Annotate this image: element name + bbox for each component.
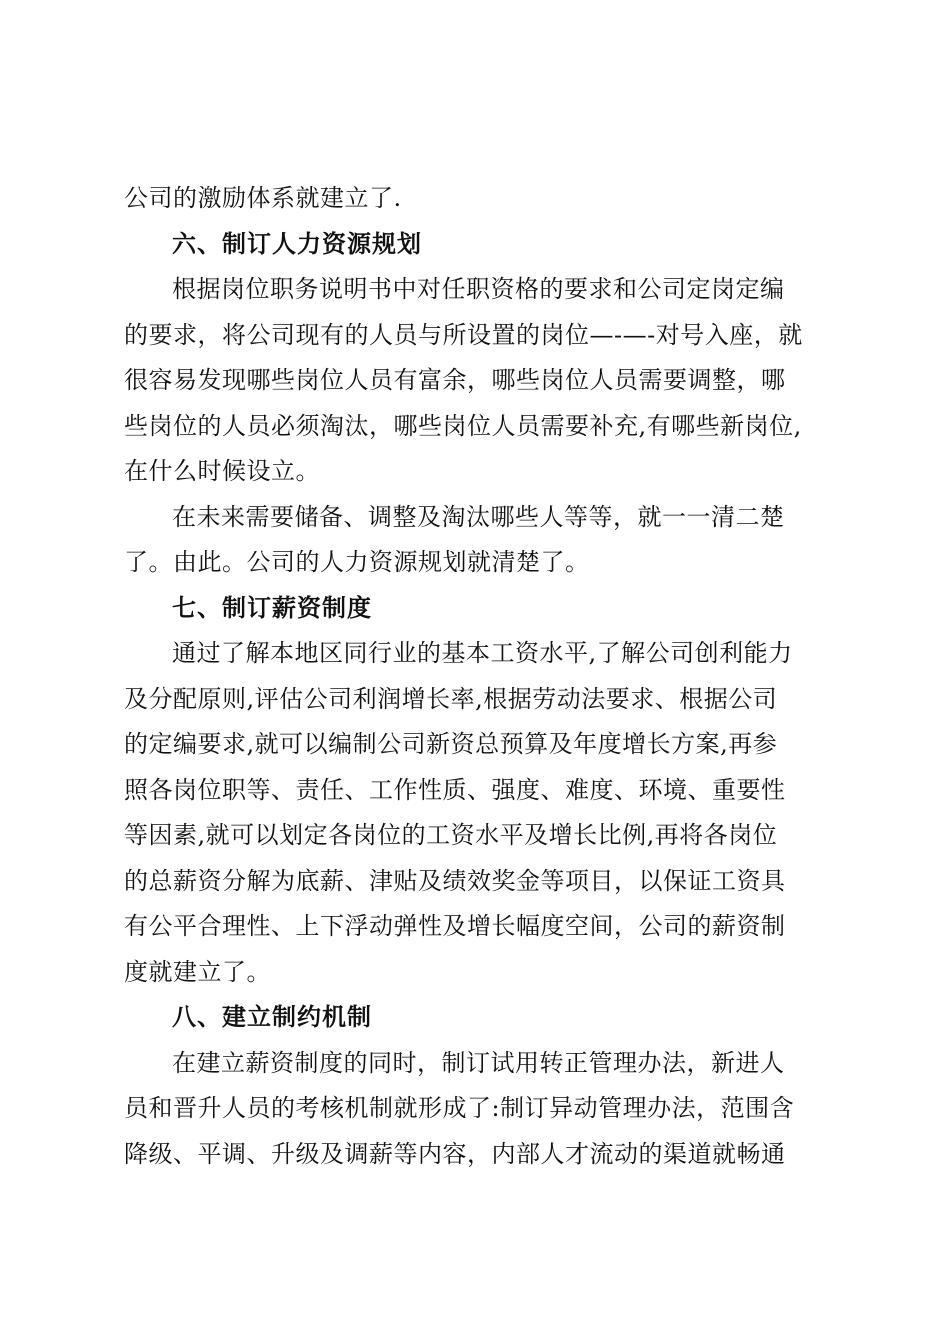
paragraph-line: 等因素,就可以划定各岗位的工资水平及增长比例,再将各岗位 [124,821,778,849]
paragraph-line: 照各岗位职等、责任、工作性质、强度、难度、环境、重要性 [124,775,786,804]
paragraph-line: 员和晋升人员的考核机制就形成了:制订异动管理办法，范围含 [124,1094,795,1122]
section-heading-8: 八、建立制约机制 [172,1003,372,1031]
paragraph-line: 度就建立了。 [124,957,271,986]
paragraph-line: 根据岗位职务说明书中对任职资格的要求和公司定岗定编 [172,275,785,303]
paragraph-line: 公司的激励体系就建立了. [124,184,402,212]
paragraph-line: 在未来需要储备、调整及淘汰哪些人等等，就一一清二楚 [172,502,785,531]
paragraph-line: 在建立薪资制度的同时，制订试用转正管理办法，新进人 [172,1048,785,1077]
paragraph-line: 通过了解本地区同行业的基本工资水平,了解公司创利能力 [172,639,793,667]
paragraph-line: 在什么时候设立。 [124,457,320,485]
paragraph-line: 有公平合理性、上下浮动弹性及增长幅度空间，公司的薪资制 [124,912,786,940]
paragraph-line: 了。由此。公司的人力资源规划就清楚了。 [124,548,590,576]
document-body [124,176,828,1177]
paragraph-line: 的总薪资分解为底薪、津贴及绩效奖金等项目，以保证工资具 [124,866,786,895]
paragraph-line: 些岗位的人员必须淘汰，哪些岗位人员需要补充,有哪些新岗位, [124,411,802,440]
paragraph-line: 的要求，将公司现有的人员与所设置的岗位—-—-对号入座，就 [124,320,803,349]
paragraph-line: 的定编要求,就可以编制公司新资总预算及年度增长方案,再参 [124,730,778,758]
paragraph-line: 降级、平调、升级及调薪等内容，内部人才流动的渠道就畅通 [124,1139,786,1168]
section-heading-6: 六、制订人力资源规划 [172,229,422,258]
paragraph-line: 及分配原则,评估公司利润增长率,根据劳动法要求、根据公司 [124,684,778,713]
paragraph-line: 很容易发现哪些岗位人员有富余，哪些岗位人员需要调整，哪 [124,366,786,394]
section-heading-7: 七、制订薪资制度 [172,593,372,622]
